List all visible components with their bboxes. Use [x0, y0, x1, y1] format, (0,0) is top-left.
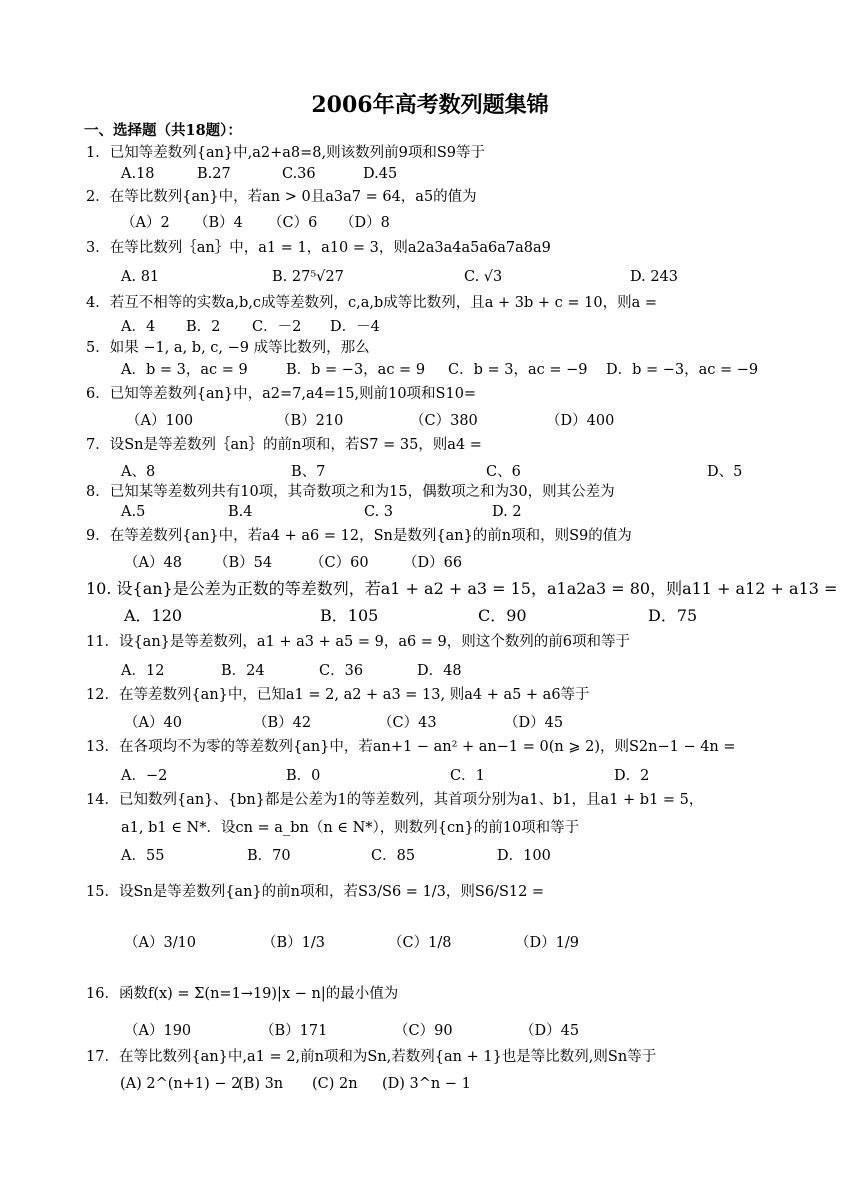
question-1-option-d: D.45: [363, 166, 398, 182]
question-15-option-d: （D）1/9: [515, 935, 579, 951]
question-2-option-b: （B）4: [194, 215, 243, 231]
question-1-option-c: C.36: [282, 166, 316, 182]
question-6-option-a: （A）100: [126, 413, 194, 429]
question-11-option-c: C．36: [319, 663, 364, 679]
question-13-stem: 13．在各项均不为零的等差数列{an}中，若an+1 − an² + an−1 = 0(n ⩾ 2)，则S2n−1 − 4n =: [86, 739, 736, 755]
question-5-option-d: D．b = −3，ac = −9: [606, 362, 759, 378]
section-heading: 一、选择题（共18题）：: [84, 122, 242, 139]
question-2-option-d: （D）8: [340, 215, 390, 231]
question-10-option-d: D．75: [648, 606, 698, 625]
question-1-option-b: B.27: [197, 166, 231, 182]
question-15-stem: 15．设Sn是等差数列{an}的前n项和，若S3/S6 = 1/3，则S6/S12 =: [86, 884, 545, 900]
question-3-option-c: C. √3: [464, 269, 503, 285]
question-4-option-b: B．2: [186, 319, 221, 335]
question-8-option-a: A.5: [121, 504, 146, 520]
question-4-option-a: A．4: [121, 319, 156, 335]
question-15-option-c: （C）1/8: [388, 935, 452, 951]
question-10-stem: 10. 设{an}是公差为正数的等差数列，若a1 + a2 + a3 = 15，a1a2a3 = 80，则a11 + a12 + a13 =: [86, 579, 838, 598]
question-7-stem: 7．设Sn是等差数列｛an｝的前n项和，若S7 = 35，则a4 =: [86, 437, 482, 453]
question-12-option-c: （C）43: [378, 715, 437, 731]
question-8-option-c: C. 3: [364, 504, 394, 520]
question-9-option-c: （C）60: [310, 555, 369, 571]
question-2-stem: 2．在等比数列{an}中，若an > 0且a3a7 = 64，a5的值为: [86, 189, 477, 205]
question-14-option-c: C．85: [371, 848, 416, 864]
question-4-stem: 4．若互不相等的实数a,b,c成等差数列，c,a,b成等比数列，且a + 3b + c = 10，则a =: [86, 295, 657, 311]
question-8-option-b: B.4: [228, 504, 253, 520]
question-6-option-d: （D）400: [546, 413, 615, 429]
question-3-option-a: A. 81: [121, 269, 160, 285]
question-7-option-a: A、8: [121, 464, 156, 480]
question-11-stem: 11．设{an}是等差数列，a1 + a3 + a5 = 9，a6 = 9，则这个数列的前6项和等于: [86, 634, 631, 650]
question-15-option-b: （B）1/3: [262, 935, 325, 951]
document-title: 2006年高考数列题集锦: [311, 92, 549, 118]
question-3-option-d: D. 243: [630, 269, 679, 285]
question-11-option-a: A．12: [121, 663, 165, 679]
question-16-stem: 16．函数f(x) = Σ(n=1→19)|x − n|的最小值为: [86, 986, 399, 1002]
question-5-stem: 5．如果 −1, a, b, c, −9 成等比数列，那么: [86, 340, 370, 356]
question-12-option-a: （A）40: [124, 715, 182, 731]
question-9-option-b: （B）54: [214, 555, 273, 571]
question-9-option-a: （A）48: [124, 555, 182, 571]
question-2-option-a: （A）2: [121, 215, 170, 231]
question-17-option-a: (A) 2^(n+1) − 2: [120, 1076, 241, 1092]
question-5-option-a: A．b = 3，ac = 9: [121, 362, 248, 378]
question-4-option-c: C．－2: [252, 319, 302, 335]
question-14-option-a: A．55: [121, 848, 165, 864]
question-7-option-c: C、6: [486, 464, 521, 480]
question-6-stem: 6．已知等差数列{an}中，a2=7,a4=15,则前10项和S10=: [86, 386, 477, 402]
question-6-option-c: （C）380: [410, 413, 478, 429]
question-13-option-d: D．2: [614, 768, 650, 784]
question-16-option-c: （C）90: [394, 1023, 453, 1039]
question-14-option-d: D．100: [497, 848, 551, 864]
question-17-option-c: (C) 2n: [312, 1076, 358, 1092]
question-14-stem: 14．已知数列{an}、{bn}都是公差为1的等差数列，其首项分别为a1、b1，且a1 + b1 = 5，: [86, 792, 704, 808]
question-4-option-d: D．－4: [330, 319, 380, 335]
question-12-stem: 12．在等差数列{an}中，已知a1 = 2, a2 + a3 = 13, 则a4 + a5 + a6等于: [86, 687, 590, 703]
question-8-stem: 8．已知某等差数列共有10项，其奇数项之和为15，偶数项之和为30，则其公差为: [86, 484, 615, 500]
question-16-option-a: （A）190: [124, 1023, 192, 1039]
question-3-stem: 3．在等比数列｛an｝中，a1 = 1，a10 = 3，则a2a3a4a5a6a7a8a9: [86, 240, 551, 256]
question-11-option-d: D．48: [417, 663, 462, 679]
question-10-option-b: B．105: [320, 606, 379, 625]
question-13-option-a: A．−2: [121, 768, 168, 784]
question-16-option-d: （D）45: [520, 1023, 580, 1039]
question-8-option-d: D. 2: [492, 504, 522, 520]
question-12-option-b: （B）42: [253, 715, 312, 731]
question-15-option-a: （A）3/10: [124, 935, 197, 951]
question-2-option-c: （C）6: [268, 215, 318, 231]
question-5-option-b: B．b = −3，ac = 9: [286, 362, 426, 378]
question-1-stem: 1．已知等差数列{an}中,a2+a8=8,则该数列前9项和S9等于: [86, 145, 486, 161]
question-3-option-b: B. 27⁵√27: [272, 269, 344, 285]
question-14-option-b: B．70: [247, 848, 291, 864]
question-12-option-d: （D）45: [504, 715, 564, 731]
question-7-option-d: D、5: [707, 464, 743, 480]
question-9-stem: 9．在等差数列{an}中，若a4 + a6 = 12，Sn是数列{an}的前n项和，则S9的值为: [86, 528, 632, 544]
question-9-option-d: （D）66: [403, 555, 463, 571]
question-17-option-d: (D) 3^n − 1: [382, 1076, 471, 1092]
question-10-option-c: C．90: [478, 606, 527, 625]
question-17-option-b: (B) 3n: [238, 1076, 284, 1092]
question-5-option-c: C．b = 3，ac = −9: [448, 362, 588, 378]
question-1-option-a: A.18: [121, 166, 155, 182]
question-10-option-a: A．120: [124, 606, 183, 625]
question-14-stem-continued: a1, b1 ∈ N*．设cn = a_bn（n ∈ N*），则数列{cn}的前10项和等于: [121, 820, 580, 836]
question-16-option-b: （B）171: [260, 1023, 328, 1039]
question-7-option-b: B、7: [291, 464, 326, 480]
question-13-option-b: B．0: [286, 768, 321, 784]
question-17-stem: 17．在等比数列{an}中,a1 = 2,前n项和为Sn,若数列{an + 1}也是等比数列,则Sn等于: [86, 1049, 657, 1065]
question-11-option-b: B．24: [221, 663, 265, 679]
question-6-option-b: （B）210: [276, 413, 344, 429]
question-13-option-c: C．1: [450, 768, 485, 784]
